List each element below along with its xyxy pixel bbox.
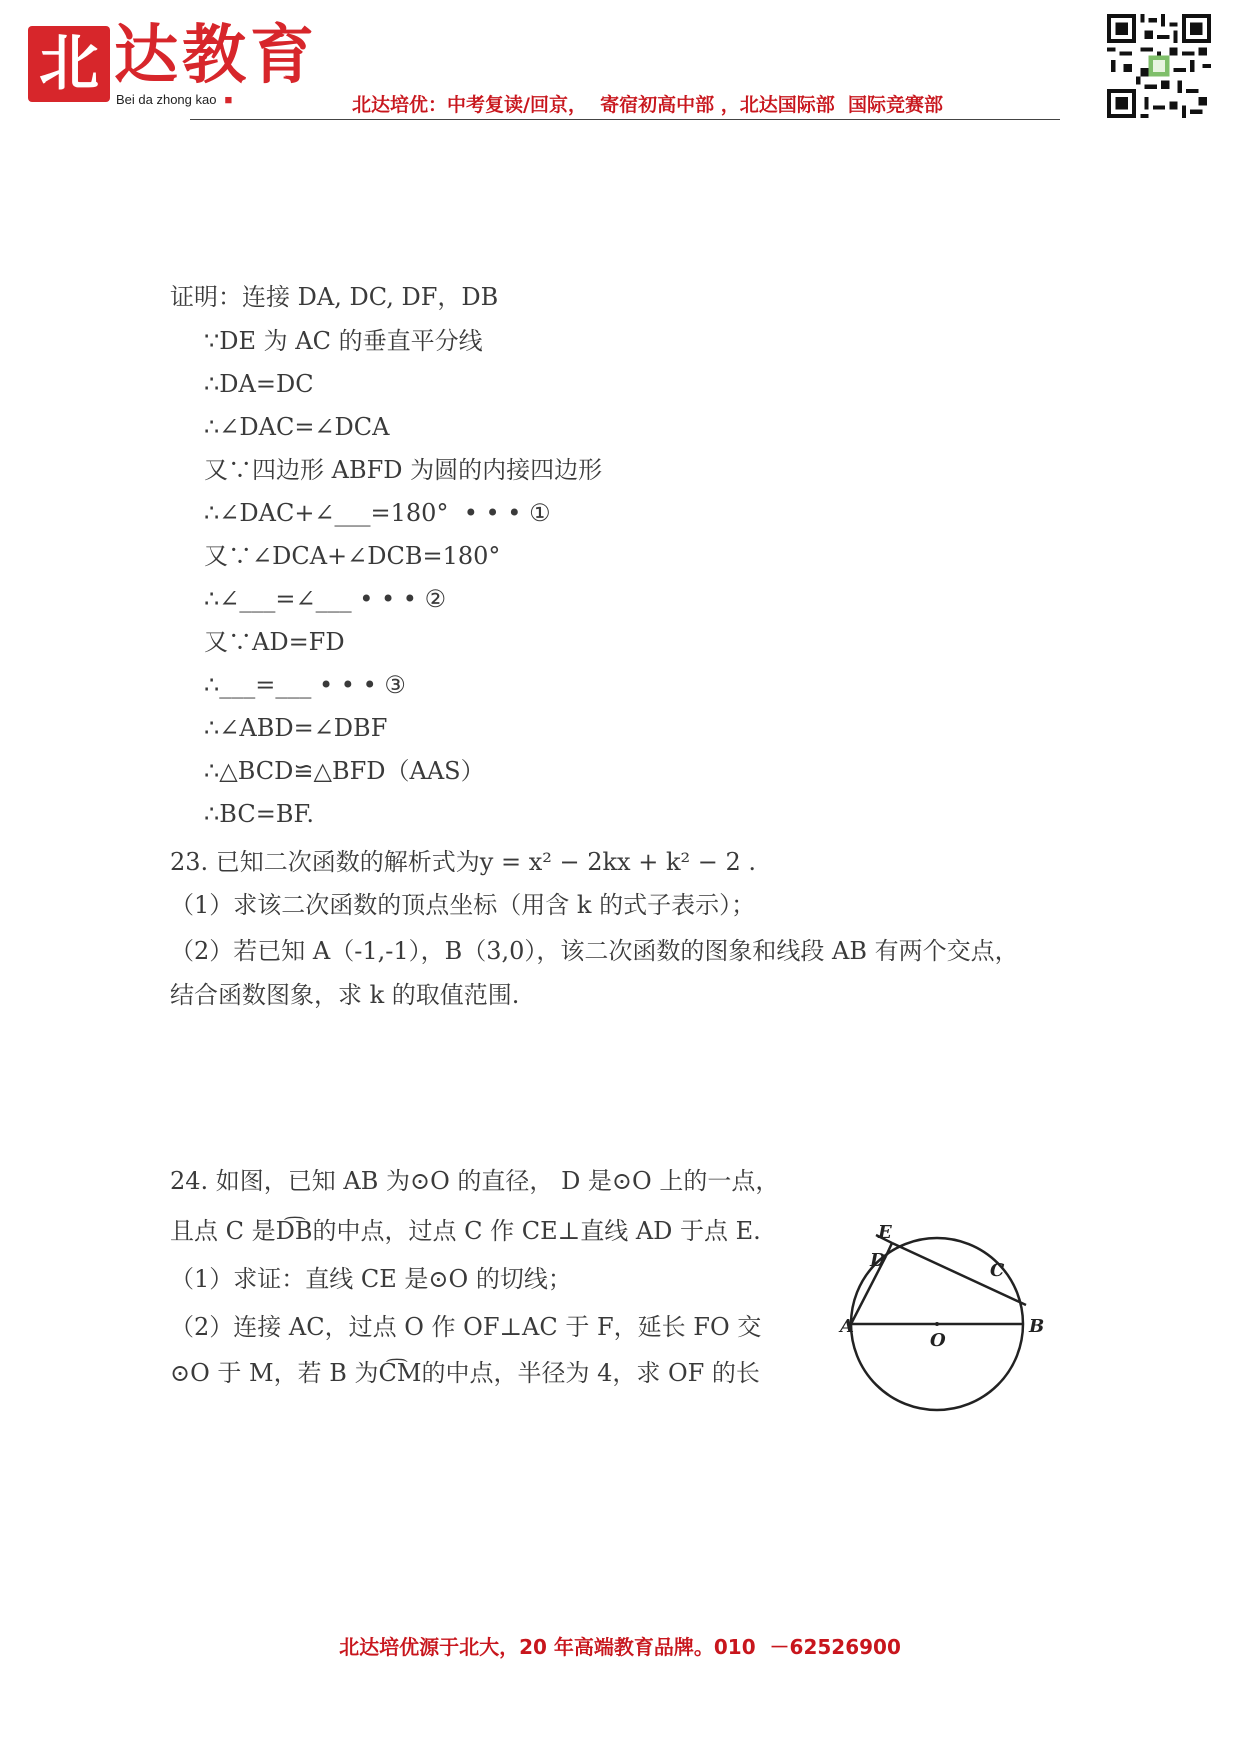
- header-divider: [190, 119, 1060, 120]
- logo-subtitle-text: Bei da zhong kao: [116, 92, 217, 107]
- logo-mark: 北: [28, 26, 110, 102]
- q24-part2-continued: ⊙O 于 M，若 B 为C͡M的中点，半径为 4，求 OF 的长: [170, 1359, 760, 1387]
- logo-name: 达教育: [114, 18, 318, 93]
- proof-line: ∴___=___ • • • ③: [204, 671, 406, 699]
- proof-line: ∴∠___=∠___ • • • ②: [204, 585, 447, 613]
- proof-line: ∴△BCD≌△BFD（AAS）: [204, 757, 485, 785]
- label-o: O: [930, 1330, 946, 1351]
- q24-stem-continued: 且点 C 是D͡B的中点，过点 C 作 CE⊥直线 AD 于点 E.: [170, 1217, 761, 1245]
- q23-stem: 23. 已知二次函数的解析式为y = x² − 2kx + k² − 2 .: [170, 848, 757, 876]
- proof-line: ∴∠DAC=∠DCA: [204, 413, 390, 441]
- q24-part1: （1）求证：直线 CE 是⊙O 的切线；: [170, 1265, 572, 1293]
- label-e: E: [878, 1222, 892, 1243]
- center-point: [935, 1322, 939, 1326]
- q23-part1: （1）求该二次函数的顶点坐标（用含 k 的式子表示）；: [170, 891, 756, 919]
- q24-stem: 24. 如图，已知 AB 为⊙O 的直径， D 是⊙O 上的一点，: [170, 1167, 780, 1195]
- label-d: D: [870, 1250, 886, 1271]
- logo-subtitle: [116, 92, 232, 107]
- logo-square-icon: ■: [224, 92, 233, 107]
- label-b: B: [1029, 1316, 1045, 1337]
- qr-code-icon: [1107, 14, 1211, 118]
- label-c: C: [990, 1260, 1005, 1281]
- proof-line: ∵DE 为 AC 的垂直平分线: [204, 327, 483, 355]
- proof-line: ∴∠DAC+∠___=180° • • • ①: [204, 499, 551, 527]
- proof-line: 又∵∠DCA+∠DCB=180°: [204, 542, 501, 570]
- q23-part2-continued: 结合函数图象，求 k 的取值范围.: [170, 981, 520, 1009]
- q23-part2: （2）若已知 A（-1,-1），B（3,0），该二次函数的图象和线段 AB 有两个交点，: [170, 937, 1019, 965]
- proof-line: ∴BC=BF.: [204, 800, 315, 828]
- header-slogan: 北达培优：中考复读/回京， 寄宿初高中部 ，北达国际部 国际竞赛部: [352, 94, 944, 116]
- geometry-figure: [840, 1160, 1060, 1420]
- proof-line: 又∵AD=FD: [204, 628, 345, 656]
- label-a: A: [840, 1316, 854, 1337]
- proof-title: 证明：连接 DA, DC, DF，DB: [170, 283, 499, 311]
- proof-line: 又∵四边形 ABFD 为圆的内接四边形: [204, 456, 603, 484]
- proof-line: ∴∠ABD=∠DBF: [204, 714, 388, 742]
- q24-part2: （2）连接 AC，过点 O 作 OF⊥AC 于 F，延长 FO 交: [170, 1313, 762, 1341]
- footer-slogan: 北达培优源于北大，20 年高端教育品牌。010 －62526900: [339, 1635, 901, 1659]
- proof-line: ∴DA=DC: [204, 370, 314, 398]
